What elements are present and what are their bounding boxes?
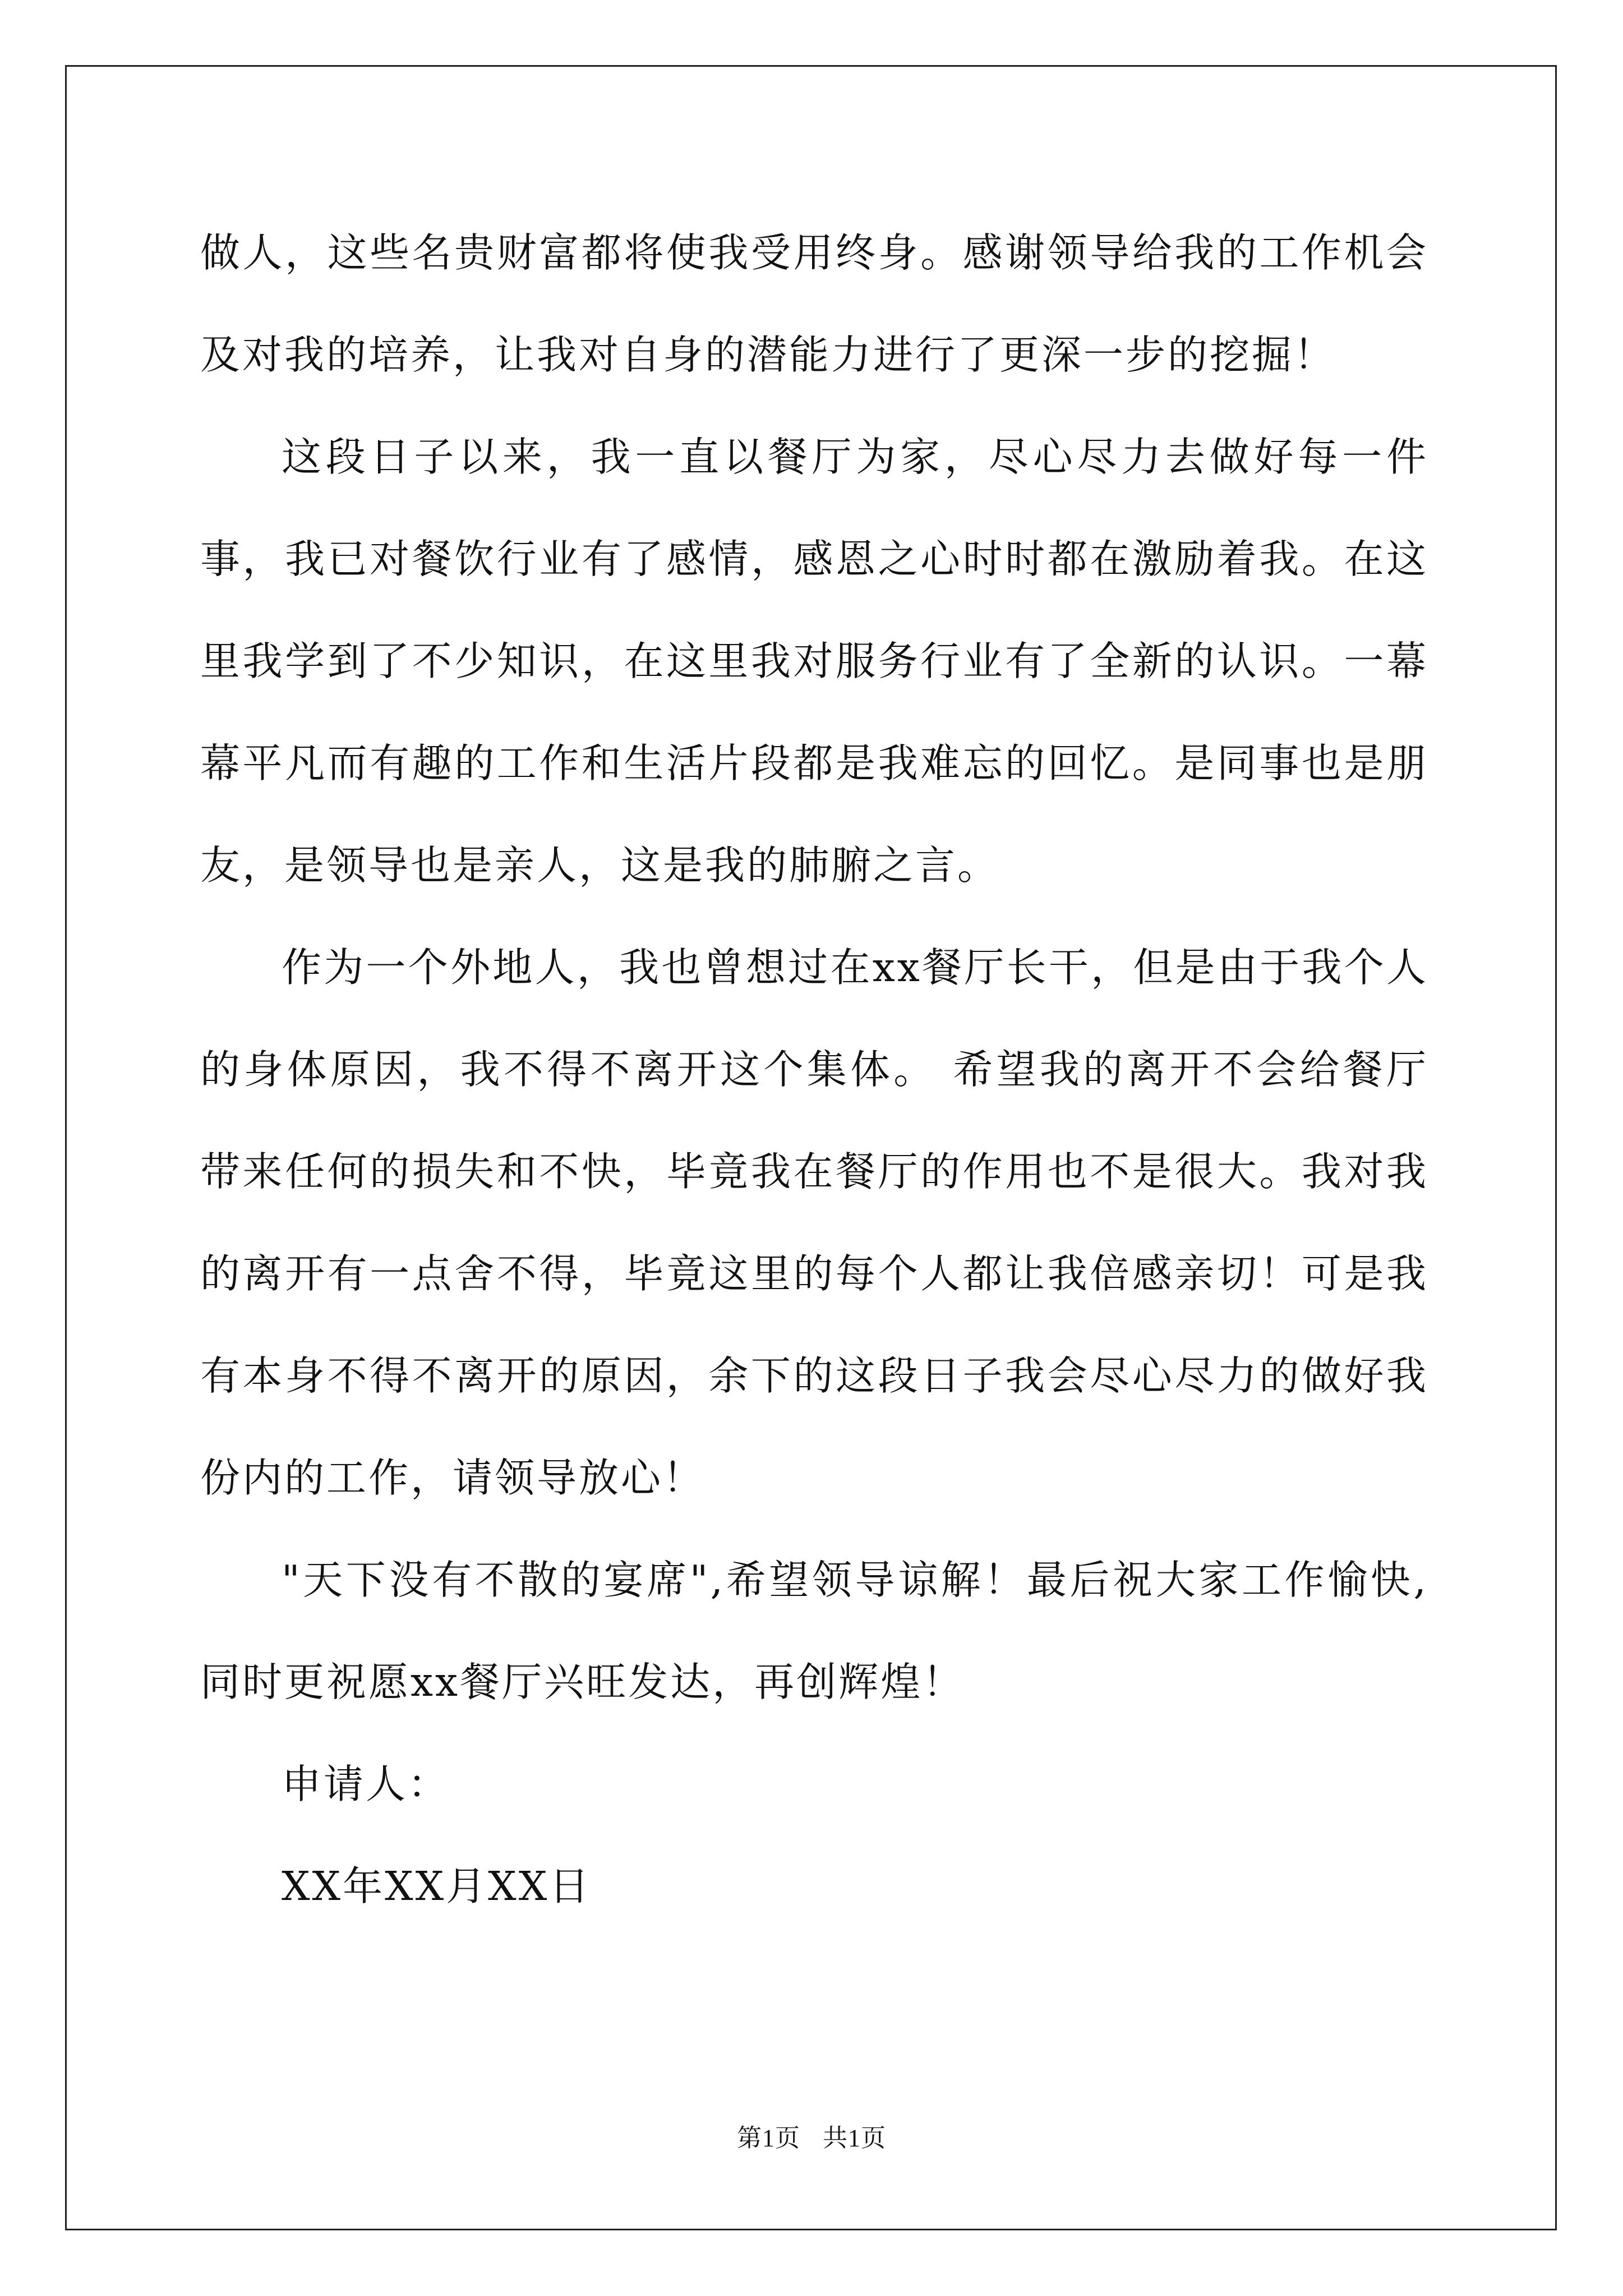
applicant-label: 申请人： <box>282 1761 450 1807</box>
date-line: XX年XX月XX日 <box>282 1863 592 1910</box>
paragraph-gratitude: 这段日子以来，我一直以餐厅为家，尽心尽力去做好每一件事，我已对餐饮行业有了感情，感恩之心时时都在激励着我。在这里我学到了不少知识，在这里我对服务行业有了全新的认识。一幕幕平凡而有趣的工作和生活片段都是我难忘的回忆。是同事也是朋友，是领导也是亲人，这是我的肺腑之言。 <box>200 434 1428 889</box>
paragraph-continued: 做人，这些名贵财富都将使我受用终身。感谢领导给我的工作机会及对我的培养，让我对自身的潜能力进行了更深一步的挖掘！ <box>200 229 1428 378</box>
paragraph-reason: 作为一个外地人，我也曾想过在xx餐厅长干，但是由于我个人的身体原因，我不得不离开这个集体。 希望我的离开不会给餐厅带来任何的损失和不快，毕竟我在餐厅的作用也不是很大。我对我的离开有一点舍不得，毕竟这里的每个人都让我倍感亲切！可是我有本身不得不离开的原因，余下的这段日子我会尽心尽力的做好我份内的工作，请领导放心！ <box>200 944 1428 1501</box>
document-body <box>200 202 1428 1938</box>
paragraph-farewell: "天下没有不散的宴席",希望领导谅解！最后祝大家工作愉快,同时更祝愿xx餐厅兴旺发达，再创辉煌！ <box>200 1557 1428 1705</box>
page-number-total: 共1页 <box>823 2124 886 2152</box>
page-footer <box>0 2122 1623 2155</box>
page-number-current: 第1页 <box>737 2124 800 2152</box>
